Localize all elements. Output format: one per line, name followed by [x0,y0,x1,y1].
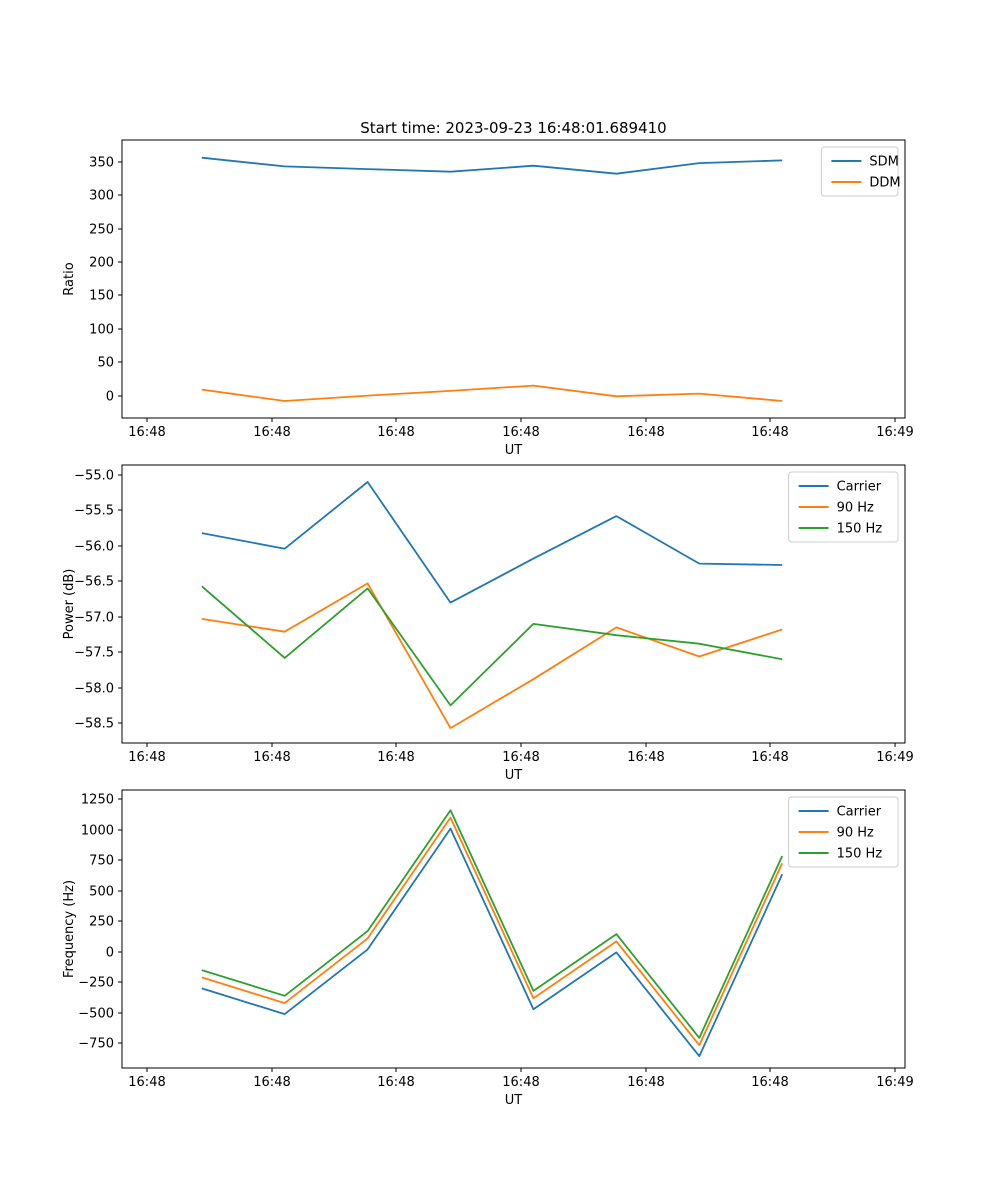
y-tick-label: −750 [78,1036,114,1052]
x-tick-label: 16:48 [751,750,789,765]
x-tick-label: 16:48 [377,1075,415,1090]
legend-label: Carrier [836,804,882,820]
y-tick-label: 750 [89,853,114,869]
ratio-plot [62,140,914,458]
y-tick-label: 0 [105,945,114,961]
series-line-150-hz [202,810,782,1038]
x-tick-label: 16:48 [502,1075,540,1090]
series-line-carrier [202,829,782,1057]
x-tick-label: 16:48 [751,1075,789,1090]
y-tick-label: 1000 [80,823,114,839]
x-tick-label: 16:48 [377,750,415,765]
x-tick-label: 16:48 [253,1075,291,1090]
y-tick-label: −56.5 [74,574,114,590]
x-tick-label: 16:48 [627,1075,665,1090]
y-axis-label: Ratio [62,262,77,296]
y-tick-label: 500 [89,884,114,900]
x-tick-label: 16:48 [128,1075,166,1090]
legend [789,472,898,542]
x-tick-label: 16:49 [876,1075,914,1090]
y-tick-label: 300 [89,188,114,204]
frequency-plot [62,790,914,1108]
series-line-ddm [202,386,782,401]
series-line-carrier [202,482,782,603]
x-tick-label: 16:48 [502,750,540,765]
series-line-90-hz [202,583,782,728]
x-tick-label: 16:48 [751,425,789,440]
y-tick-label: −56.0 [74,539,114,555]
axes-spine [122,790,905,1068]
y-tick-label: 1250 [80,792,114,808]
x-axis-label: UT [504,768,523,783]
y-tick-label: −57.5 [74,645,114,661]
y-tick-label: −58.0 [74,681,114,697]
x-tick-label: 16:48 [627,750,665,765]
legend-label: 90 Hz [836,825,874,841]
y-tick-label: 150 [89,288,114,304]
legend [789,797,898,867]
legend-label: Carrier [836,479,882,495]
legend-label: SDM [869,154,899,170]
y-tick-label: 50 [97,355,114,371]
x-tick-label: 16:48 [253,425,291,440]
series-line-sdm [202,158,782,174]
figure-title: Start time: 2023-09-23 16:48:01.689410 [360,119,667,137]
x-axis-label: UT [504,1093,523,1108]
y-axis-label: Frequency (Hz) [62,879,77,979]
x-tick-label: 16:49 [876,750,914,765]
y-tick-label: −55.5 [74,503,114,519]
y-tick-label: −500 [78,1006,114,1022]
series-line-150-hz [202,586,782,705]
power-plot [62,465,914,783]
axes-spine [122,140,905,418]
x-tick-label: 16:48 [502,425,540,440]
legend-label: 150 Hz [836,521,883,537]
y-tick-label: 0 [105,389,114,405]
x-tick-label: 16:48 [627,425,665,440]
x-tick-label: 16:48 [128,425,166,440]
y-tick-label: −250 [78,975,114,991]
y-tick-label: 250 [89,222,114,238]
legend [821,147,900,196]
x-tick-label: 16:49 [876,425,914,440]
y-axis-label: Power (dB) [62,568,77,640]
y-tick-label: 250 [89,914,114,930]
x-tick-label: 16:48 [377,425,415,440]
y-tick-label: −58.5 [74,716,114,732]
x-tick-label: 16:48 [253,750,291,765]
y-tick-label: 350 [89,155,114,171]
x-tick-label: 16:48 [128,750,166,765]
axes-spine [122,465,905,743]
x-axis-label: UT [504,443,523,458]
y-tick-label: −57.0 [74,610,114,626]
legend-label: 90 Hz [836,500,874,516]
y-tick-label: 100 [89,322,114,338]
y-tick-label: −55.0 [74,468,114,484]
legend-label: DDM [869,175,901,191]
y-tick-label: 200 [89,255,114,271]
legend-label: 150 Hz [836,846,883,862]
